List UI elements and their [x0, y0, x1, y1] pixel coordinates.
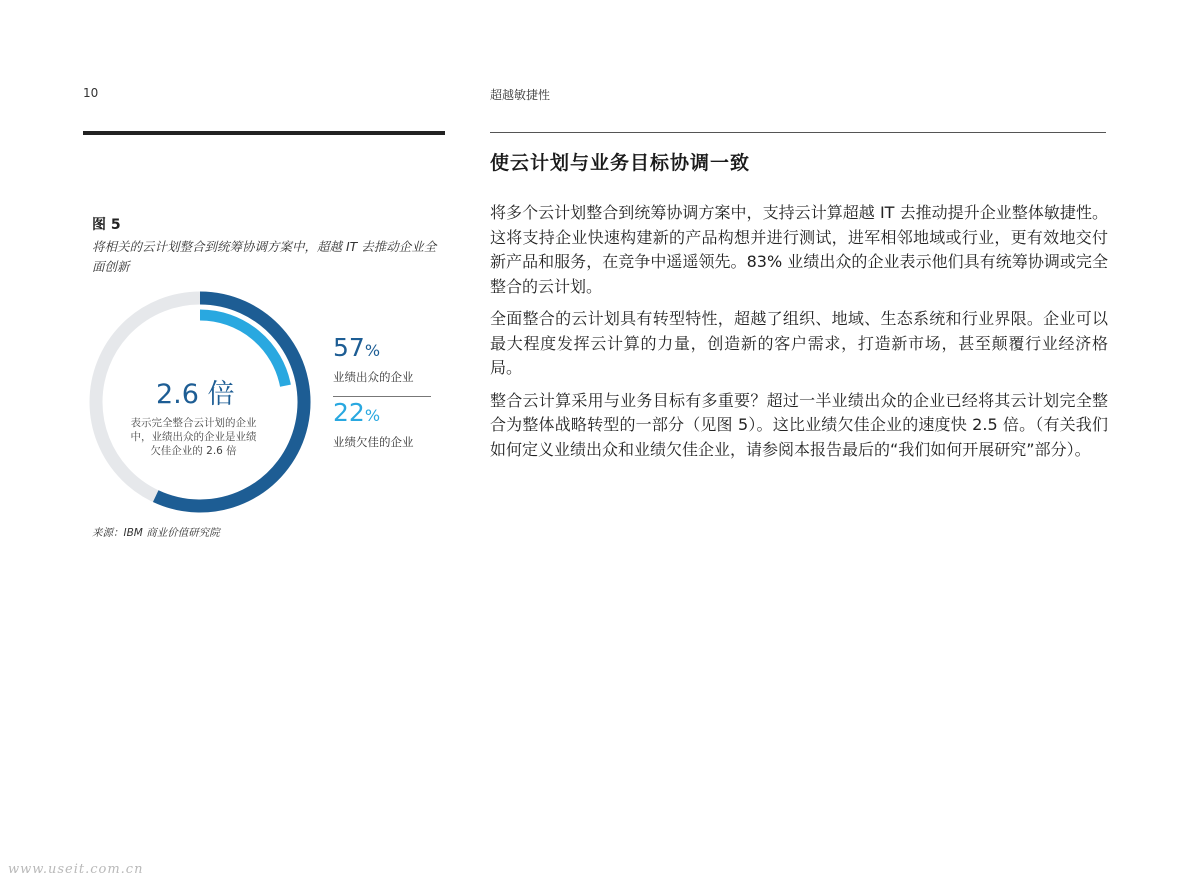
figure-source: 来源：IBM 商业价值研究院 [92, 527, 220, 539]
article-paragraph: 整合云计算采用与业务目标有多重要？超过一半业绩出众的企业已经将其云计划完全整合为整体战略转型的一部分（见图 5）。这比业绩欠佳企业的速度快 2.5 倍。（有关我们如何定义业绩出众和业绩欠佳企业，请参阅本报告最后的“我们如何开展研究”部分）。 [490, 390, 1108, 459]
article-body [490, 201, 1108, 470]
legend-outperformer-number: 57 [333, 333, 365, 362]
article-paragraph: 将多个云计划整合到统筹协调方案中，支持云计算超越 IT 去推动提升企业整体敏捷性。这将支持企业快速构建新的产品构想并进行测试，进军相邻地域或行业，更有效地交付新产品和服务，在竞争中遥遥领先。83% 业绩出众的企业表示他们具有统筹协调或完全整合的云计划。 [490, 203, 1108, 296]
donut-center-value: 2.6 倍 [156, 379, 235, 410]
legend-outperformer-unit: % [364, 341, 381, 360]
left-column-rule [83, 131, 445, 135]
watermark: www.useit.com.cn [8, 862, 144, 877]
legend-outperformer-label: 业绩出众的企业 [333, 370, 414, 384]
legend-underperformer-value [333, 399, 443, 430]
page-number: 10 [83, 86, 99, 100]
figure-label: 图 5 [92, 217, 121, 233]
section-title: 使云计划与业务目标协调一致 [490, 152, 751, 174]
donut-center-description: 表示完全整合云计划的企业中，业绩出众的企业是业绩欠佳企业的 2.6 倍 [130, 417, 257, 457]
right-column-rule [490, 132, 1106, 133]
legend-underperformer-number: 22 [333, 398, 365, 427]
legend-outperformer [333, 334, 443, 385]
legend-underperformer-unit: % [364, 406, 381, 425]
legend-divider [333, 396, 431, 397]
legend-underperformer [333, 399, 443, 450]
legend-outperformer-value [333, 334, 443, 365]
article-paragraph: 全面整合的云计划具有转型特性，超越了组织、地域、生态系统和行业界限。企业可以最大程度发挥云计算的力量，创造新的客户需求，打造新市场，甚至颠覆行业经济格局。 [490, 309, 1108, 377]
figure-caption: 将相关的云计划整合到统筹协调方案中，超越 IT 去推动企业全面创新 [92, 239, 437, 274]
legend-underperformer-label: 业绩欠佳的企业 [333, 435, 414, 449]
running-header: 超越敏捷性 [490, 88, 551, 102]
